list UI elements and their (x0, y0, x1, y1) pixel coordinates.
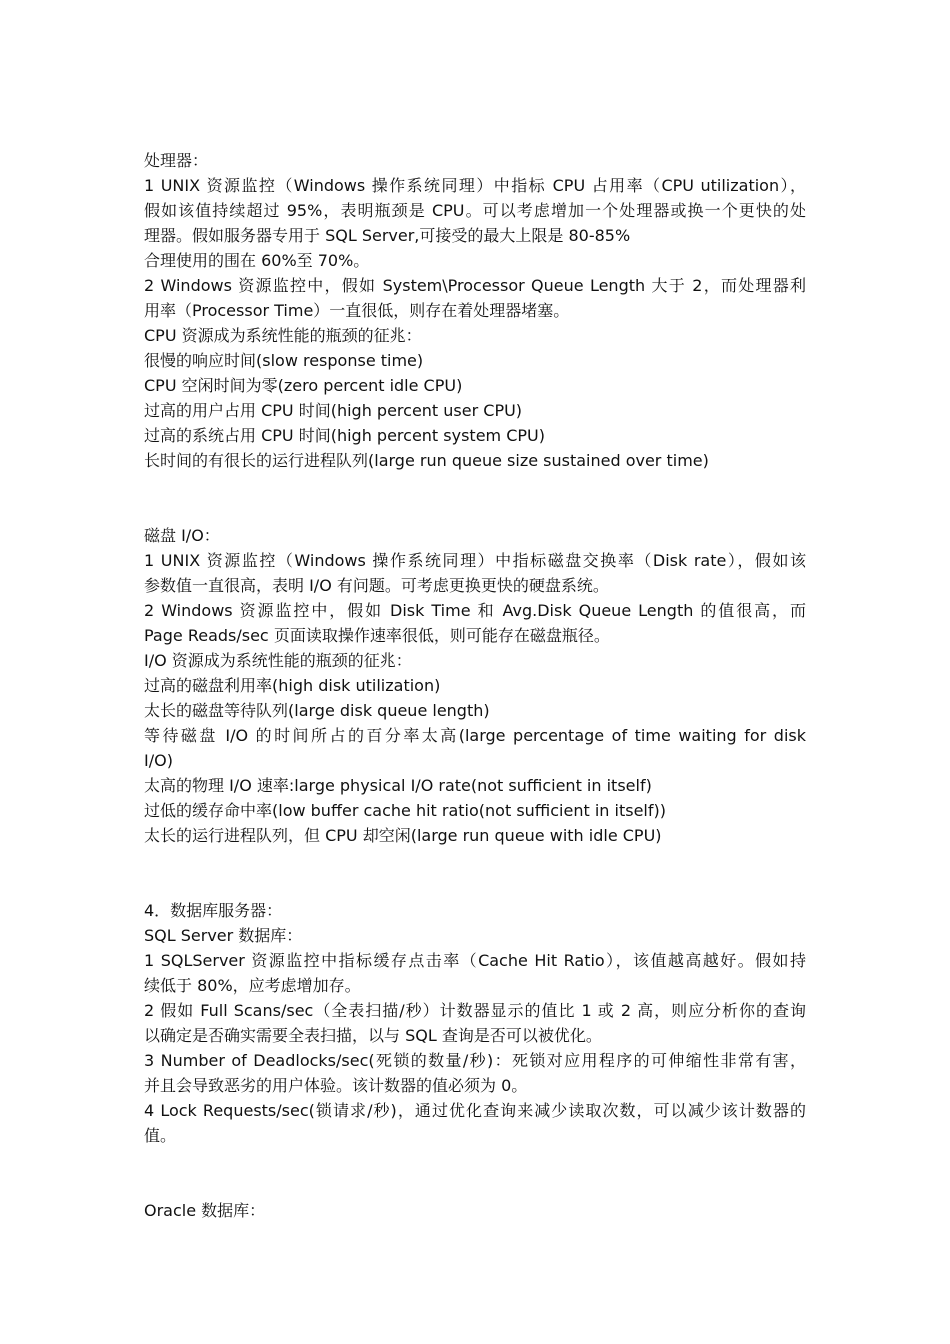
sqlserver-title: SQL Server 数据库： (144, 926, 303, 945)
disk-heading: 磁盘 I/O： (144, 526, 220, 545)
db-item1-line2: 续低于 80%，应考虑增加存。 (144, 976, 361, 995)
section-spacer (144, 1148, 806, 1198)
db-item2-line2: 以确定是否确实需要全表扫描，以与 SQL 查询是否可以被优化。 (144, 1026, 602, 1045)
cpu-item2-line1: 2 Windows 资源监控中，假如 System\Processor Queue Length 大于 2，而处理器利 (144, 276, 806, 295)
disk-sign: 过高的磁盘利用率(high disk utilization) (144, 676, 441, 695)
db-item2-line1: 2 假如 Full Scans/sec（全表扫描/秒）计数器显示的值比 1 或 2 高，则应分析你的查询 (144, 1001, 806, 1020)
disk-signs-title: I/O 资源成为系统性能的瓶颈的征兆： (144, 651, 412, 670)
cpu-sign: 很慢的响应时间(slow response time) (144, 351, 424, 370)
cpu-sign: 长时间的有很长的运行进程队列(large run queue size sustained over time) (144, 451, 709, 470)
cpu-sign: 过高的用户占用 CPU 时间(high percent user CPU) (144, 401, 523, 420)
document-page (144, 148, 806, 1223)
disk-sign: 太高的物理 I/O 速率:large physical I/O rate(not sufficient in itself) (144, 776, 652, 795)
cpu-item1-line1: 1 UNIX 资源监控（Windows 操作系统同理）中指标 CPU 占用率（CPU utilization）， (144, 176, 806, 195)
disk-sign: 太长的磁盘等待队列(large disk queue length) (144, 701, 490, 720)
disk-item1-line1: 1 UNIX 资源监控（Windows 操作系统同理）中指标磁盘交换率（Disk rate），假如该 (144, 551, 806, 570)
cpu-item1-line3: 理器。假如服务器专用于 SQL Server,可接受的最大上限是 80-85% (144, 226, 631, 245)
db-heading: 4．数据库服务器： (144, 901, 283, 920)
disk-item1-line2: 参数值一直很高，表明 I/O 有问题。可考虑更换更快的硬盘系统。 (144, 576, 609, 595)
oracle-title: Oracle 数据库： (144, 1201, 266, 1220)
disk-item2-line2: Page Reads/sec 页面读取操作速率很低，则可能存在磁盘瓶径。 (144, 626, 610, 645)
disk-sign: 等待磁盘 I/O 的时间所占的百分率太高(large percentage of time waiting for disk (144, 726, 806, 745)
db-item4-line2: 值。 (144, 1126, 177, 1145)
cpu-item2-line2: 用率（Processor Time）一直很低，则存在着处理器堵塞。 (144, 301, 570, 320)
db-item4-line1: 4 Lock Requests/sec(锁请求/秒)，通过优化查询来减少读取次数，可以减少该计数器的 (144, 1101, 806, 1120)
disk-item2-line1: 2 Windows 资源监控中，假如 Disk Time 和 Avg.Disk Queue Length 的值很高，而 (144, 601, 806, 620)
cpu-sign: 过高的系统占用 CPU 时间(high percent system CPU) (144, 426, 545, 445)
cpu-item1-line2: 假如该值持续超过 95%，表明瓶颈是 CPU。可以考虑增加一个处理器或换一个更快的处 (144, 201, 806, 220)
disk-sign: 太长的运行进程队列，但 CPU 却空闲(large run queue with idle CPU) (144, 826, 662, 845)
db-item3-line1: 3 Number of Deadlocks/sec(死锁的数量/秒)：死锁对应用程序的可伸缩性非常有害， (144, 1051, 806, 1070)
cpu-signs-title: CPU 资源成为系统性能的瓶颈的征兆： (144, 326, 422, 345)
disk-sign: 过低的缓存命中率(low buffer cache hit ratio(not sufficient in itself)) (144, 801, 666, 820)
cpu-sign: CPU 空闲时间为零(zero percent idle CPU) (144, 376, 463, 395)
db-item1-line1: 1 SQLServer 资源监控中指标缓存点击率（Cache Hit Ratio），该值越高越好。假如持 (144, 951, 806, 970)
section-spacer (144, 473, 806, 523)
section-spacer (144, 848, 806, 898)
db-item3-line2: 并且会导致恶劣的用户体验。该计数器的值必须为 0。 (144, 1076, 528, 1095)
cpu-heading: 处理器： (144, 151, 209, 170)
disk-sign: I/O) (144, 751, 173, 770)
cpu-reasonable-range: 合理使用的围在 60%至 70%。 (144, 251, 370, 270)
